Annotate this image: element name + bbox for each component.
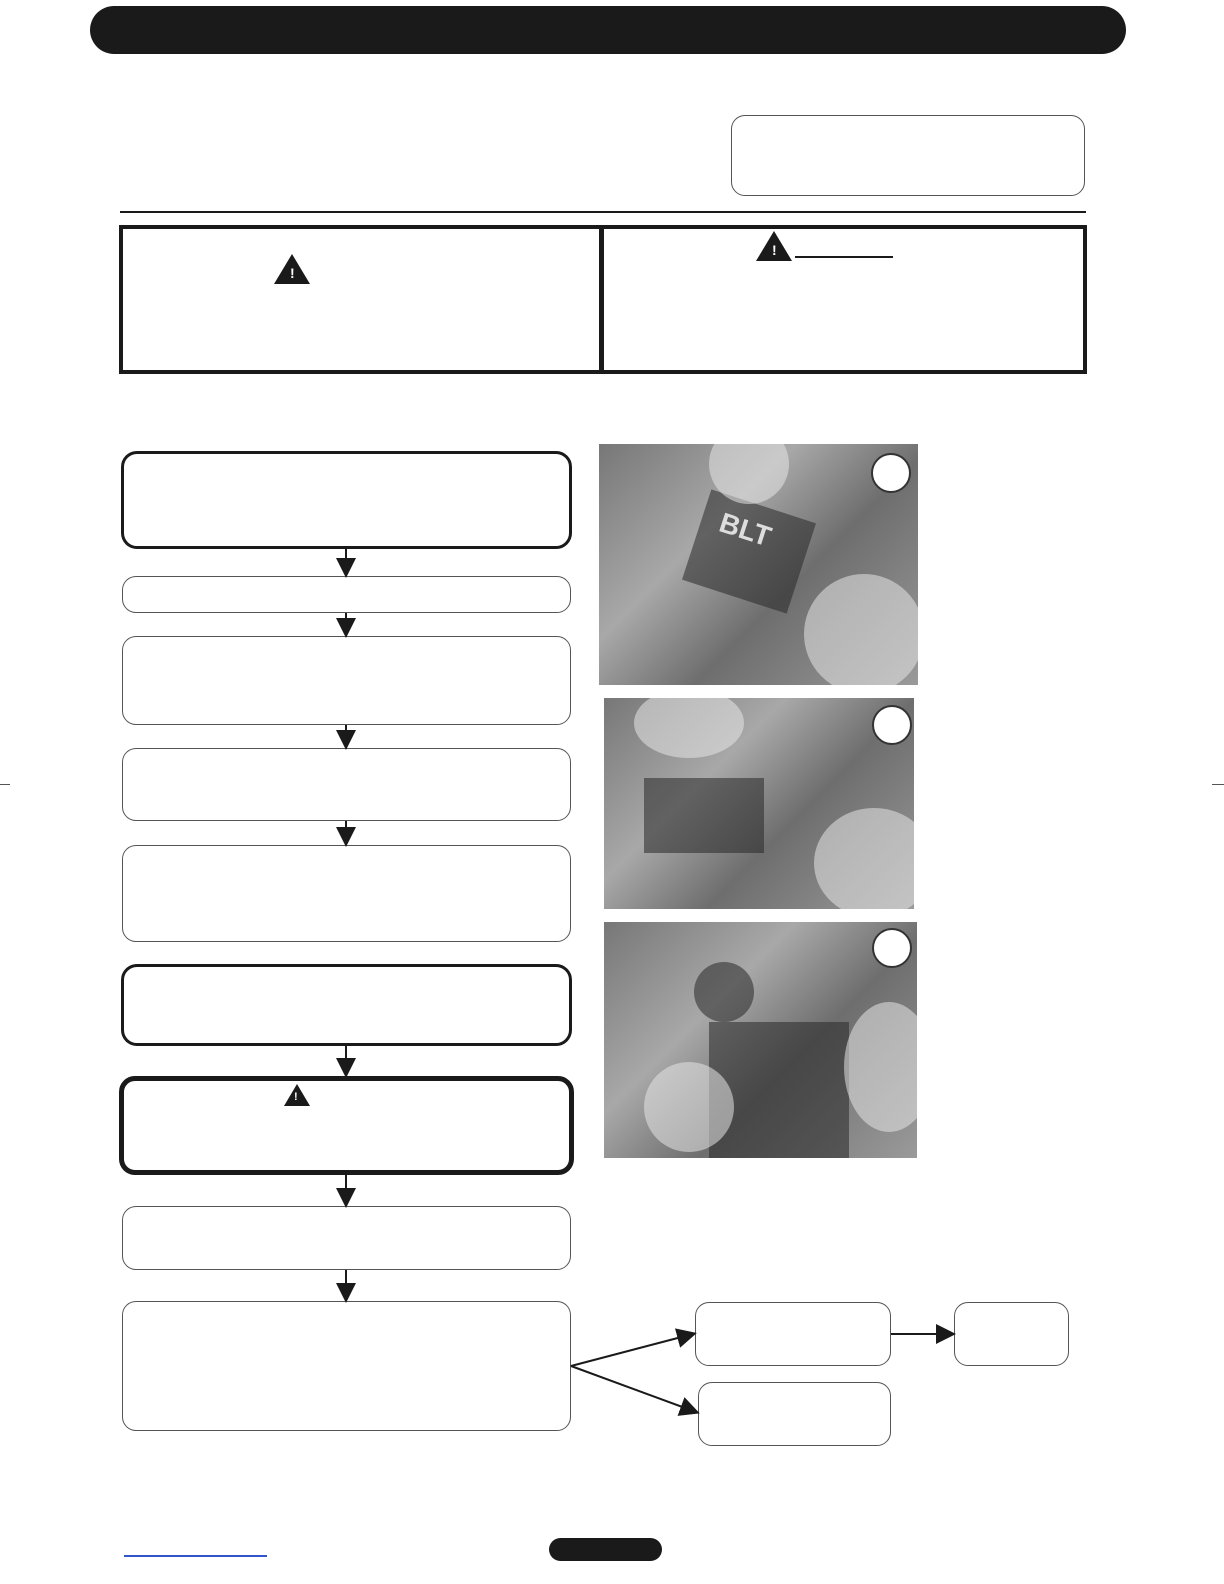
arrow-right-icon [571, 1366, 696, 1412]
multimeter-label: BLT [715, 506, 776, 553]
photo-multimeter [599, 444, 918, 685]
photo-circuit-board [604, 922, 917, 1158]
photo-badge [872, 705, 912, 745]
photo-badge [871, 453, 911, 493]
warning-triangle-icon: ! [284, 1084, 310, 1106]
crop-mark [0, 784, 10, 785]
warning-triangle-icon: ! [756, 231, 792, 261]
crop-mark [1212, 784, 1224, 785]
arrow-right-icon [571, 1334, 693, 1366]
warning-triangle-icon: ! [274, 254, 310, 284]
page-number-pill [549, 1538, 662, 1561]
photo-control-box [604, 698, 914, 909]
footer-link[interactable] [124, 1555, 267, 1557]
photo-badge [872, 928, 912, 968]
